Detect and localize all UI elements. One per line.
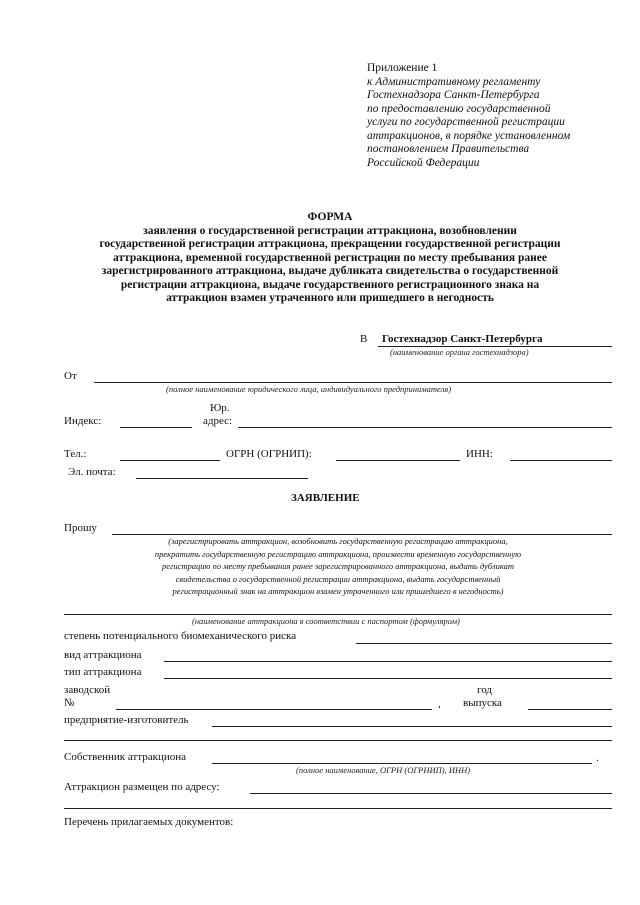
type-field[interactable] — [164, 678, 612, 679]
index-label: Индекс: — [64, 415, 102, 427]
appendix-line: аттракционов, в порядке установленном — [367, 129, 571, 142]
appendix-line: к Административному регламенту — [367, 75, 541, 88]
title-line: зарегистрированного аттракциона, выдаче дубликата свидетельства о государственной — [101, 265, 559, 277]
jur-label-2: адрес: — [203, 415, 233, 427]
explanation-line: свидетельства о государственной регистрации аттракциона, выдать государственный — [175, 573, 501, 584]
manufacturer-label: предприятие-изготовитель — [64, 714, 189, 726]
risk-label: степень потенциального биомеханического риска — [64, 630, 297, 642]
kind-field[interactable] — [164, 661, 612, 662]
request-label: Прошу — [64, 522, 97, 534]
phone-label: Тел.: — [64, 448, 87, 460]
serial-number-field[interactable] — [116, 709, 432, 710]
owner-label: Собственник аттракциона — [64, 751, 187, 763]
title-line: государственной регистрации аттракциона, прекращении государственной регистрации — [99, 238, 561, 250]
year-label-2: выпуска — [463, 697, 502, 709]
appendix-line: постановлением Правительства — [367, 143, 530, 155]
year-label-1: год — [477, 684, 493, 696]
documents-label: Перечень прилагаемых документов: — [64, 816, 234, 828]
type-label: тип аттракциона — [64, 666, 142, 678]
serial-label-1: заводской — [64, 684, 111, 696]
recipient-value[interactable]: Гостехнадзор Санкт-Петербурга — [382, 333, 543, 345]
location-label: Аттракцион размещен по адресу: — [64, 781, 220, 793]
explanation-line: прекратить государственную регистрацию аттракциона, произвести временную государственную — [154, 548, 522, 559]
phone-field[interactable] — [120, 460, 220, 461]
explanation-line: регистрацию по месту пребывания ранее зарегистрированного аттракциона, выдать дубликат — [162, 561, 514, 571]
title-line: регистрации аттракциона, выдаче государственного регистрационного знака на — [120, 278, 540, 291]
location-field-2[interactable] — [64, 808, 612, 809]
jur-address-field[interactable] — [238, 427, 612, 428]
explanation-line: (зарегистрировать аттракцион, возобновить государственную регистрацию аттракциона, — [168, 536, 508, 546]
form-title — [40, 211, 620, 306]
title-line: аттракцион взамен утраченного или пришедшего в негодность — [166, 292, 494, 304]
explanation-line: регистрационный знак на аттракцион взамен утраченного или пришедшего в негодность) — [172, 586, 504, 596]
appendix-line: Российской Федерации — [367, 156, 480, 169]
owner-caption: (полное наименование, ОГРН (ОГРНИП), ИНН) — [296, 765, 471, 775]
request-explanation — [64, 535, 612, 598]
email-label: Эл. почта: — [68, 466, 116, 478]
kind-label: вид аттракциона — [64, 649, 142, 661]
title-line: аттракциона, временной государственной регистрации по месту пребывания ранее — [113, 251, 547, 264]
ogrn-field[interactable] — [336, 460, 460, 461]
appendix-block — [367, 62, 570, 170]
recipient-prefix: В — [360, 333, 368, 345]
recipient-caption: (наименование органа гостехнадзора) — [390, 347, 529, 357]
index-field[interactable] — [120, 427, 192, 428]
inn-label: ИНН: — [466, 448, 493, 460]
email-field[interactable] — [136, 478, 308, 479]
separator-line — [64, 740, 612, 741]
appendix-line: услуги по государственной регистрации — [367, 116, 565, 128]
ogrn-label: ОГРН (ОГРНИП): — [226, 448, 312, 460]
appendix-line: по предоставлению государственной — [367, 102, 551, 115]
from-label: От — [64, 370, 77, 382]
jur-label-1: Юр. — [210, 402, 230, 414]
manufacturer-field[interactable] — [212, 726, 612, 727]
inn-field[interactable] — [510, 460, 612, 461]
form-heading: ФОРМА — [307, 211, 353, 223]
from-caption: (полное наименование юридического лица, индивидуального предпринимателя) — [166, 384, 452, 394]
appendix-line: Гостехнадзора Санкт-Петербурга — [367, 89, 540, 101]
serial-label-2: № — [64, 697, 75, 709]
location-field[interactable] — [250, 793, 612, 794]
appendix-label: Приложение 1 — [367, 62, 438, 74]
owner-dot: . — [596, 752, 599, 764]
serial-comma: , — [438, 698, 441, 710]
title-line: заявления о государственной регистрации аттракциона, возобновлении — [143, 224, 517, 237]
attraction-name-caption: (наименование аттракциона в соответствии с паспортом (формуляром) — [192, 616, 460, 626]
year-field[interactable] — [528, 709, 612, 710]
statement-heading: ЗАЯВЛЕНИЕ — [291, 492, 360, 504]
risk-field[interactable] — [356, 643, 612, 644]
